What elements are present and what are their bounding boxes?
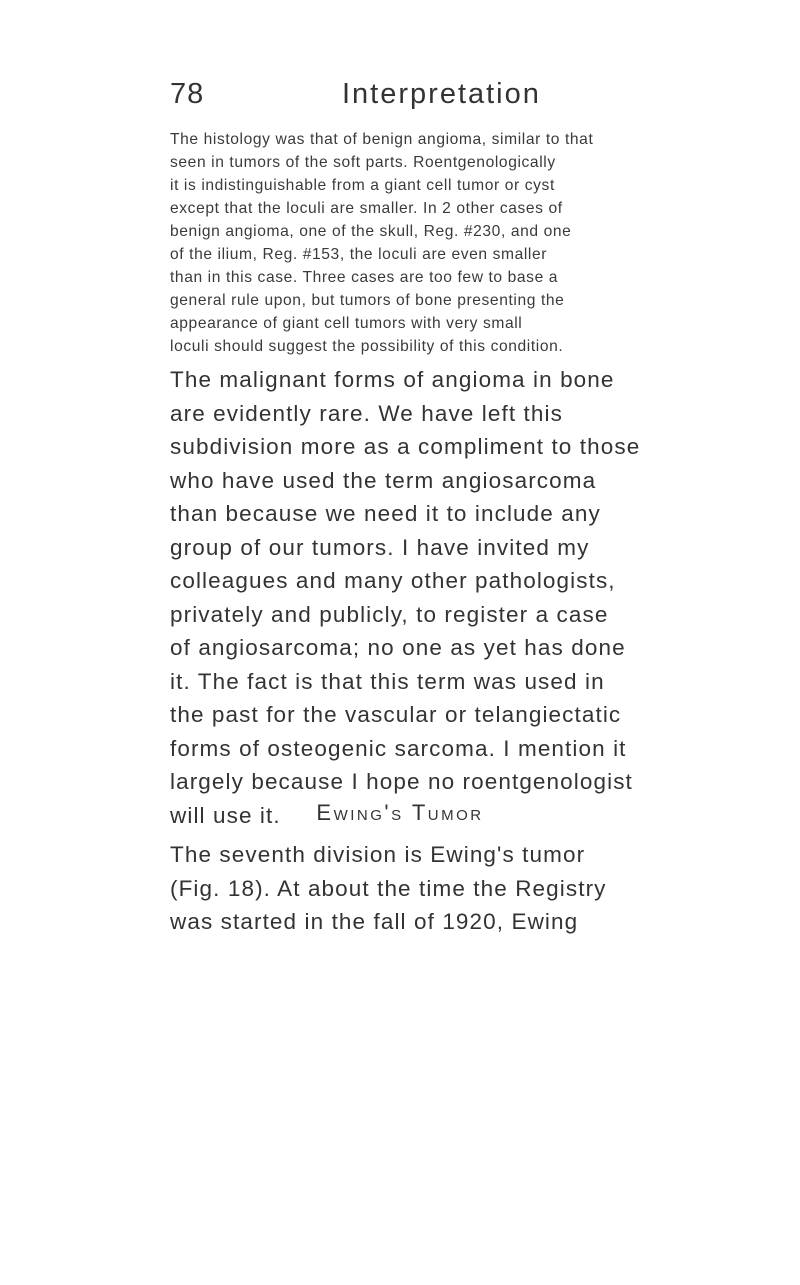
text-line: appearance of giant cell tumors with very small: [170, 315, 523, 332]
text-line: it is indistinguishable from a giant cell tumor or cyst: [170, 177, 555, 194]
text-line: it. The fact is that this term was used in: [170, 668, 605, 694]
text-line: largely because I hope no roentgenologist: [170, 769, 633, 794]
text-line: The histology was that of benign angioma, similar to that: [170, 131, 594, 148]
text-line: The malignant forms of angioma in bone: [170, 367, 615, 392]
page-header: [170, 78, 690, 118]
paragraph-small-print: [170, 128, 690, 358]
text-line: loculi should suggest the possibility of this condition.: [170, 338, 564, 355]
paragraph-angiosarcoma: [170, 363, 690, 832]
text-line: are evidently rare. We have left this: [170, 400, 563, 426]
text-line: of the ilium, Reg. #153, the loculi are even smaller: [170, 246, 548, 263]
paragraph-ewings-tumor: [170, 838, 690, 939]
text-line: will use it.: [170, 802, 281, 828]
text-line: the past for the vascular or telangiectatic: [170, 702, 622, 727]
text-line: was started in the fall of 1920, Ewing: [170, 909, 579, 934]
text-line: privately and publicly, to register a case: [170, 601, 609, 627]
text-line: benign angioma, one of the skull, Reg. #230, and one: [170, 223, 572, 240]
text-line: of angiosarcoma; no one as yet has done: [170, 635, 626, 660]
text-line: The seventh division is Ewing's tumor: [170, 842, 586, 867]
text-line: except that the loculi are smaller. In 2 other cases of: [170, 200, 563, 217]
text-line: seen in tumors of the soft parts. Roentgenologically: [170, 154, 556, 171]
section-heading: Ewing's Tumor: [316, 800, 484, 825]
text-line: who have used the term angiosarcoma: [170, 467, 597, 493]
text-line: general rule upon, but tumors of bone presenting the: [170, 292, 565, 309]
text-line: forms of osteogenic sarcoma. I mention it: [170, 735, 627, 761]
text-line: subdivision more as a compliment to those: [170, 434, 641, 459]
text-line: group of our tumors. I have invited my: [170, 534, 590, 560]
text-line: than because we need it to include any: [170, 501, 601, 526]
text-line: colleagues and many other pathologists,: [170, 568, 616, 593]
page-number: 78: [170, 78, 205, 110]
text-line: (Fig. 18). At about the time the Registry: [170, 875, 607, 901]
text-line: than in this case. Three cases are too few to base a: [170, 269, 559, 286]
running-head: Interpretation: [342, 78, 541, 110]
